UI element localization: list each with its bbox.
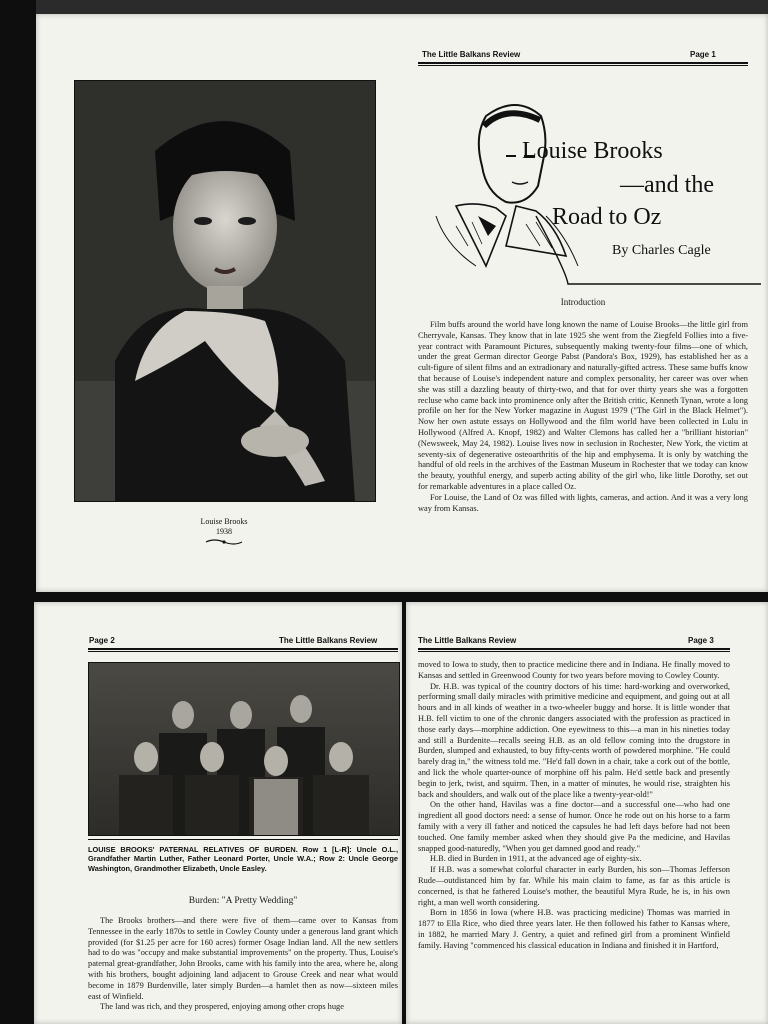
header-rule (88, 648, 398, 652)
burden-paragraph-2: The land was rich, and they prospered, enjoying among other crops huge (100, 1002, 344, 1012)
introduction-paragraph-1: Film buffs around the world have long known the name of Louise Brooks—the little girl from Cherryvale, Kansas. They know that in late 1925 she went from the Ziegfeld Follies into a five-year contract with Paramount Pictures, subsequently making twenty-four films—one of which, under the great German director George Pabst (Pandora's Box, 1929), has established her as a cult-figure of silent films and an extradionary and naturally-gifted actress. These same buffs know that because of Louise's independent nature and complex personality, her career was over when she was still a dazzling beauty of thirty-two, and that for over thirty years she was a forgotten recluse who came back into prominence only after the British critic, Kenneth Tynan, wrote a long profile on her for the New Yorker magazine in August 1979 ("The Girl in the Black Helmet"). Now her own astute essays on Hollywood and the film world have been collected in Lulu in Hollywood (Alfred A. Knopf, 1982) and Walter Clemons has called her a "brilliant historian" (Newsweek, May 24, 1982). Louise lives now in seclusion in Rochester, New York, the victim at seventy-six of degenerative osteoarthritis of the hip and emphysema. It is only by watching the handful of old reels in the archives of the Eastman Museum in Rochester that we today can know the beauty, youthful energy, and superb acting ability of the girl who, like little Dorothy, set out for remarkable adventures in a place called Oz. (418, 320, 748, 491)
introduction-paragraph-2: For Louise, the Land of Oz was filled with lights, cameras, and action. And it was a very long way from Kansas. (418, 492, 748, 513)
caption-top-rule (88, 839, 398, 841)
page-3-paragraph-1: moved to Iowa to study, then to practice medicine there and in Indiana. He finally moved to Kansas and settled in Greenwood County for two years before moving to Cowley County. (418, 660, 730, 680)
family-group-photo (88, 662, 400, 836)
book-gutter-middle (0, 592, 768, 602)
portrait-illustration (75, 81, 375, 501)
book-gutter-top (0, 0, 36, 596)
article-title-line-2: —and the (620, 172, 714, 198)
ornament-flourish-icon (204, 538, 244, 546)
burden-section-body (88, 916, 398, 1013)
burden-paragraph-1: The Brooks brothers—and there were five of them—came over to Kansas from Tennessee in the early 1870s to settle in Cowley County under a generous land grant which provided (for $1.25 per acre for 160 acres) former Osage Indian land. All the new settlers had to do was "occupy and make substantial improvements" on the property. Thus, Louise's paternal great-grandfather, John Brooks, came with his family into the area, where he, along with his brothers, bought adjoining land adjacent to Grouse Creek and near what would become in 1879 Burdenville, later simply Burden—a hamlet then as now—sixteen miles east of Winfield. (88, 916, 398, 1001)
magazine-page-2 (34, 602, 402, 1024)
page-3-paragraph-4: H.B. died in Burden in 1911, at the advanced age of eighty-six. (430, 854, 642, 864)
portrait-caption-year: 1938 (216, 527, 232, 536)
family-photo-caption: LOUISE BROOKS' PATERNAL RELATIVES OF BURDEN. Row 1 [L-R]: Uncle O.L., Grandfather Martin Luther, Father Leonard Porter, Uncle W.A.; Row 2: Uncle George Washington, Grandmother Elizabeth, Uncle Easley. (88, 845, 398, 873)
introduction-heading: Introduction (560, 297, 606, 307)
page-3-paragraph-3: On the other hand, Havilas was a fine doctor—and a successful one—who had one ingredient all good doctors need: a sense of humor. Once he rode out on his horse to a farm family with a very ill father and noticed the capsules he had left days before had not been touched. One family member asked when they should give Pa the medicine, and Havilas snapped good-naturedly, "When you get damned good and ready." (418, 800, 730, 853)
article-title-line-3: Road to Oz (552, 204, 662, 230)
page-3-paragraph-6: Born in 1856 in Iowa (where H.B. was practicing medicine) Thomas was married in 1877 to Ella Rice, who died three years later. He then followed his father to Kansas where, in 1882, he married Mary J. Gentry, a quiet and refined girl from a prominent Winfield family. Having "commenced his classical education in Indiana and finished it in Hartford, (418, 908, 730, 950)
louise-brooks-portrait-photo (74, 80, 376, 502)
article-byline: By Charles Cagle (612, 243, 711, 258)
running-head: The Little Balkans Review (418, 636, 517, 645)
running-head: The Little Balkans Review (279, 636, 378, 645)
page-number: Page 3 (688, 636, 714, 645)
burden-section-heading: Burden: "A Pretty Wedding" (188, 896, 298, 906)
article-title-line-1: Louise Brooks (522, 138, 663, 164)
magazine-page-3 (406, 602, 768, 1024)
magazine-page-1 (36, 14, 768, 592)
page-3-paragraph-2: Dr. H.B. was typical of the country doctors of his time: hard-working and overworked, performing small daily miracles with primitive medicine and equipment, and going out at all hours and in all kinds of weather in a two-wheeler buggy and horse. It is little wonder that H.B. fell victim to one of the chronic dangers associated with the profession as practiced in those early days—morphine addiction. One eyewitness to this—a man in his nineties today and still a Burdenite—recalls seeing H.B. as an old fellow coming into the drugstore in Burden, slumped and exhausted, to buy fifty-cents worth of powdered morphine. "He could barely drag in," the witness told me. "He'd fall down in a chair, take a cork out of the bottle, and lick the whole quarter-ounce of morphine off his palm. He'd settle back and presently begin to jerk, twist, and squirm. Then, in a matter of minutes, he would rise, straighten his back and shoulders, and walk out of the place like a twenty-year-old!" (418, 681, 730, 799)
running-head: The Little Balkans Review (422, 50, 521, 59)
portrait-caption-name: Louise Brooks (200, 517, 248, 526)
family-group-illustration (89, 663, 399, 835)
header-rule (418, 62, 748, 66)
portrait-caption (174, 517, 274, 549)
page-3-paragraph-5: If H.B. was a somewhat colorful character in early Burden, his son—Thomas Jefferson Rude—outdistanced him by far. While his main claim to fame, as far as this article is concerned, is that he fathered Louise's mother, the beautiful Myra Rude, he is, in his own right, a man well worth considering. (418, 865, 730, 907)
header-rule (418, 648, 730, 652)
page-number: Page 1 (690, 50, 716, 59)
book-gutter-bottom-left (0, 602, 34, 1024)
page-3-body (418, 660, 730, 952)
introduction-body (418, 320, 748, 514)
page-number: Page 2 (89, 636, 115, 645)
